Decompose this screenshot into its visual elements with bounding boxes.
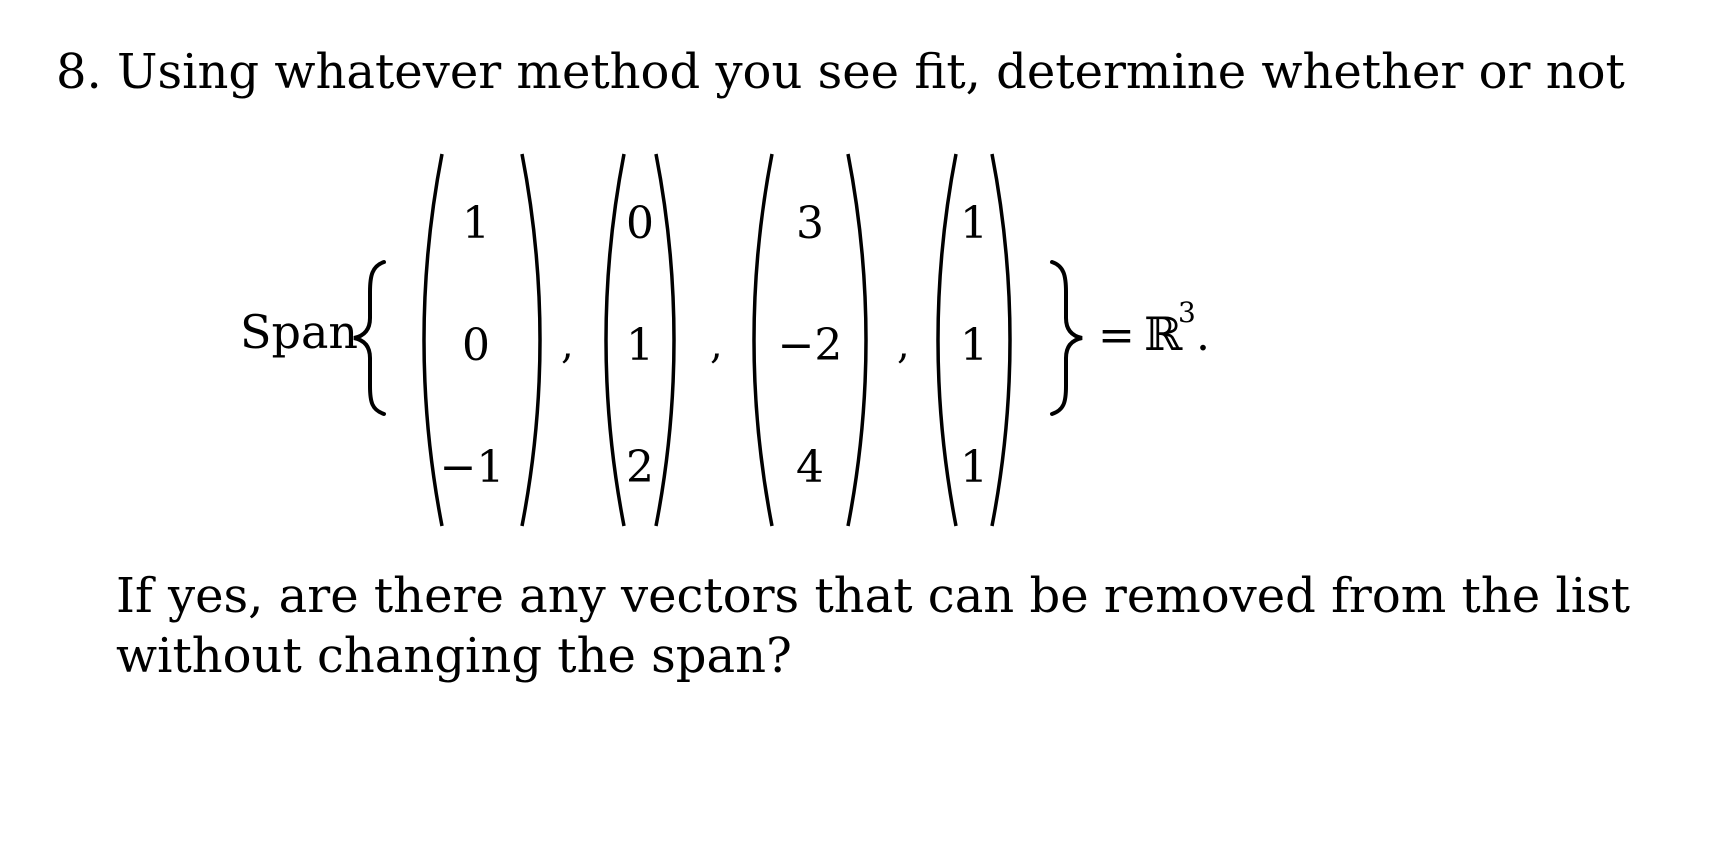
vector-3 xyxy=(754,154,866,526)
vector-1 xyxy=(424,154,540,526)
vector-separator-1: , xyxy=(561,322,574,368)
vector-3-entry-3: 4 xyxy=(796,442,824,493)
vector-4-entry-2: 1 xyxy=(960,320,988,371)
vector-2-entry-1: 0 xyxy=(626,198,654,249)
vector-4-right-paren xyxy=(992,154,1010,526)
vector-2-left-paren xyxy=(606,154,624,526)
vector-3-right-paren xyxy=(848,154,866,526)
question-line-2: If yes, are there any vectors that can be removed from the list xyxy=(116,568,1631,624)
vector-4 xyxy=(938,154,1010,526)
question-line-1: 8. Using whatever method you see fit, determine whether or not xyxy=(56,44,1625,100)
vector-separator-3: , xyxy=(897,322,910,368)
space-exponent: 3 xyxy=(1178,296,1196,329)
vector-3-left-paren xyxy=(754,154,772,526)
vector-1-right-paren xyxy=(522,154,540,526)
vector-1-entry-1: 1 xyxy=(462,198,490,249)
equation-terminal-period: . xyxy=(1196,310,1210,361)
real-space-symbol: ℝ xyxy=(1144,307,1183,361)
question-line-3: without changing the span? xyxy=(116,628,792,684)
vector-2-entry-3: 2 xyxy=(626,442,654,493)
vector-2-entry-2: 1 xyxy=(626,320,654,371)
vector-4-entry-3: 1 xyxy=(960,442,988,493)
vector-1-entry-3: −1 xyxy=(439,442,505,493)
span-operator: Span xyxy=(240,305,359,359)
vector-3-entry-1: 3 xyxy=(796,198,824,249)
vector-4-left-paren xyxy=(938,154,956,526)
vector-3-entry-2: −2 xyxy=(777,320,843,371)
equals-sign: = xyxy=(1098,310,1135,361)
vector-2 xyxy=(606,154,674,526)
vector-1-entry-2: 0 xyxy=(462,320,490,371)
vector-2-right-paren xyxy=(656,154,674,526)
left-curly-brace xyxy=(354,262,384,414)
right-curly-brace xyxy=(1052,262,1082,414)
vector-separator-2: , xyxy=(710,322,723,368)
vector-4-entry-1: 1 xyxy=(960,198,988,249)
